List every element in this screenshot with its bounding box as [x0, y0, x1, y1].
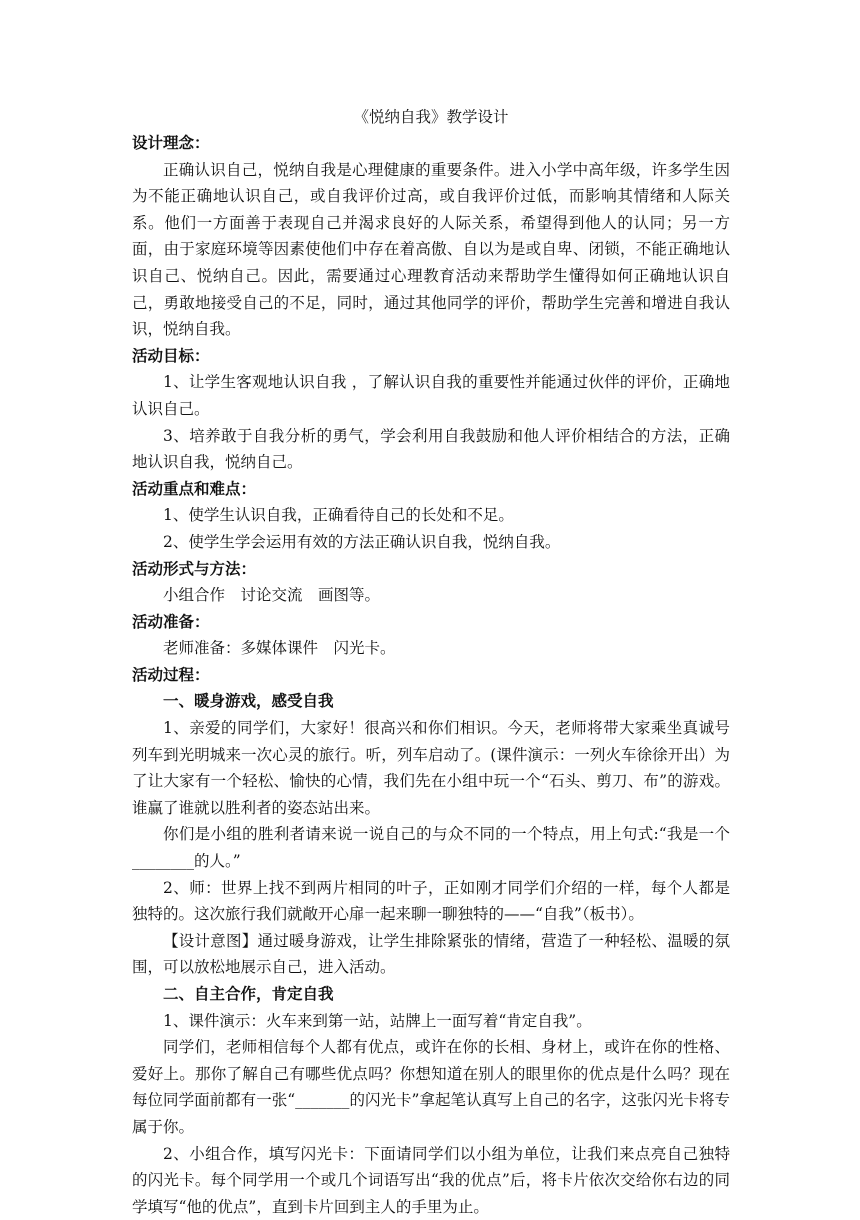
- part2-paragraph-2: 同学们，老师相信每个人都有优点，或许在你的长相、身材上，或许在你的性格、爱好上。那你了解自己有哪些优点吗？你想知道在别人的眼里你的优点是什么吗？现在每位同学面前都有一张“_______的闪光卡”拿起笔认真写上自己的名字，这张闪光卡将专属于你。: [132, 1038, 730, 1136]
- keypoints-heading: 活动重点和难点：: [132, 478, 257, 498]
- part1-paragraph-2: 你们是小组的胜利者请来说一说自己的与众不同的一个特点，用上句式:“我是一个________的人。”: [132, 825, 730, 871]
- concept-heading: 设计理念：: [132, 133, 210, 152]
- part2-paragraph-1: 1、课件演示：火车来到第一站，站牌上一面写着“肯定自我”。: [163, 1011, 592, 1030]
- part1-design-intent: 【设计意图】通过暖身游戏，让学生排除紧张的情绪，营造了一种轻松、温暖的氛围，可以放松地展示自己，进入活动。: [132, 931, 730, 977]
- goal-item-3: 3、培养敢于自我分析的勇气，学会利用自我鼓励和他人评价相结合的方法，正确地认识自我，悦纳自己。: [132, 426, 730, 472]
- concept-paragraph: 正确认识自己，悦纳自我是心理健康的重要条件。进入小学中高年级，许多学生因为不能正确地认识自己，或自我评价过高，或自我评价过低，而影响其情绪和人际关系。他们一方面善于表现自己并渴求良好的人际关系，希望得到他人的认同；另一方面，由于家庭环境等因素使他们中存在着高傲、自以为是或自卑、闭锁，不能正确地认识自己、悦纳自己。因此，需要通过心理教育活动来帮助学生懂得如何正确地认识自己，勇敢地接受自己的不足，同时，通过其他同学的评价，帮助学生完善和增进自我认识，悦纳自我。: [132, 160, 730, 339]
- keypoint-item-1: 1、使学生认识自我，正确看待自己的长处和不足。: [163, 506, 514, 525]
- part1-paragraph-1: 1、亲爱的同学们，大家好！很高兴和你们相识。今天，老师将带大家乘坐真诚号列车到光明城来一次心灵的旅行。听，列车启动了。(课件演示：一列火车徐徐开出）为了让大家有一个轻松、愉快的心情，我们先在小组中玩一个“石头、剪刀、布”的游戏。谁赢了谁就以胜利者的姿态站出来。: [132, 719, 730, 817]
- part1-paragraph-3: 2、师：世界上找不到两片相同的叶子，正如刚才同学们介绍的一样，每个人都是独特的。这次旅行我们就敞开心扉一起来聊一聊独特的——“自我”（板书）。: [132, 878, 730, 924]
- methods-heading: 活动形式与方法：: [132, 558, 257, 578]
- document-page: [132, 104, 730, 1220]
- part2-paragraph-3: 2、小组合作，填写闪光卡：下面请同学们以小组为单位，让我们来点亮自己独特的闪光卡。每个同学用一个或几个词语写出“我的优点”后，将卡片依次交给你右边的同学填写“他的优点”，直到卡片回到主人的手里为止。: [132, 1144, 730, 1216]
- prep-paragraph: 老师准备：多媒体课件 闪光卡。: [163, 639, 396, 658]
- goals-heading: 活动目标：: [132, 345, 210, 365]
- methods-paragraph: 小组合作 讨论交流 画图等。: [163, 586, 381, 605]
- process-heading: 活动过程：: [132, 664, 210, 684]
- document-title: 《悦纳自我》教学设计: [353, 108, 509, 126]
- keypoint-item-2: 2、使学生学会运用有效的方法正确认识自我，悦纳自我。: [163, 532, 561, 551]
- prep-heading: 活动准备：: [132, 611, 210, 631]
- goal-item-1: 1、让学生客观地认识自我 ，了解认识自我的重要性并能通过伙伴的评价，正确地认识自己。: [132, 373, 730, 418]
- part1-title: 一、暖身游戏，感受自我: [163, 691, 334, 711]
- part2-title: 二、自主合作，肯定自我: [163, 984, 334, 1003]
